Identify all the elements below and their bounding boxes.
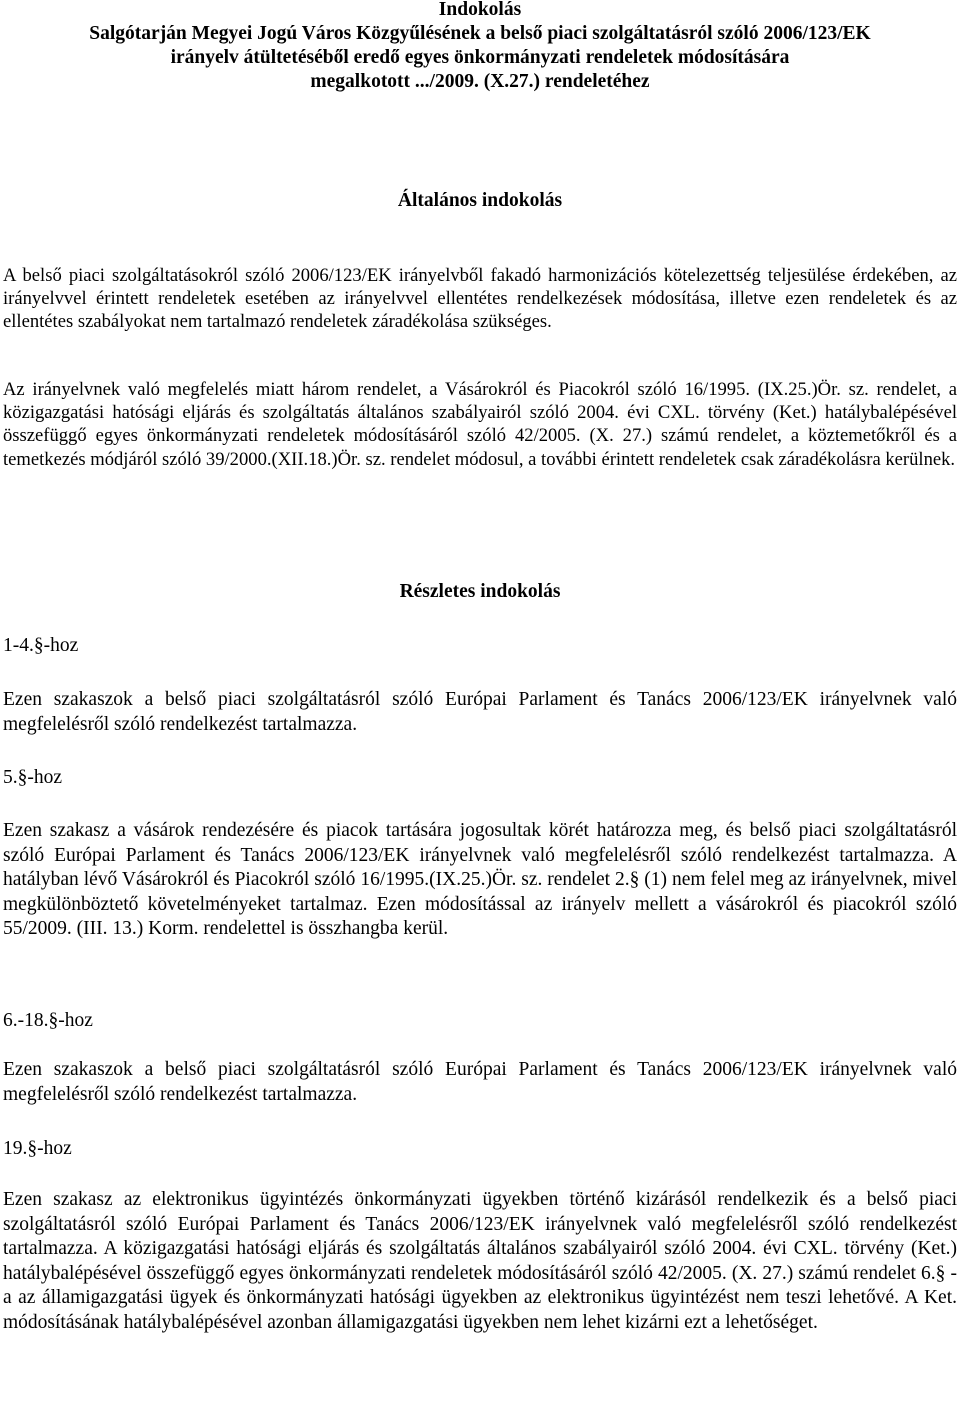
section-label-6-18: 6.-18.§-hoz <box>3 1010 93 1031</box>
document-subtitle-line-3: megalkotott .../2009. (X.27.) rendeletéhez <box>310 71 650 92</box>
section-label-5: 5.§-hoz <box>3 767 63 788</box>
document-title: Indokolás <box>438 0 522 20</box>
general-paragraph-1: A belső piaci szolgáltatásokról szóló 2006/123/EK irányelvből fakadó harmonizációs kötelezettség teljesülése érdekében, az irányelvvel érintett rendeletek esetében az irányelvvel ellentétes rendelkezések módosítása, illetve ezen rendeletek és az ellentétes szabályokat nem tartalmazó rendeletek záradékolása szükséges. <box>3 265 957 333</box>
general-paragraph-2: Az irányelvnek való megfelelés miatt három rendelet, a Vásárokról és Piacokról szóló 16/1995. (IX.25.)Ör. sz. rendelet, a közigazgatási hatósági eljárás és szolgáltatás általános szabályairól szóló 2004. évi CXL. törvény (Ket.) hatálybalépésével összefüggő egyes önkormányzati rendeletek módosításáról szóló 42/2005. (X. 27.) számú rendelet, a köztemetőkről és a temetkezés módjáról szóló 39/2000.(XII.18.)Ör. sz. rendelet módosul, a további érintett rendeletek csak záradékolásra kerülnek. <box>3 379 957 470</box>
general-justification-heading: Általános indokolás <box>397 190 563 211</box>
document-header <box>3 0 957 94</box>
detailed-justification-heading: Részletes indokolás <box>399 581 561 602</box>
section-text-5: Ezen szakasz a vásárok rendezésére és piacok tartására jogosultak körét határozza meg, és belső piaci szolgáltatásról szóló Európai Parlament és Tanács 2006/123/EK irányelvnek való megfelelésről szóló rendelkezést tartalmazza. A hatályban lévő Vásárokról és Piacokról szóló 16/1995.(IX.25.)Ör. sz. rendelet 2.§ (1) nem felel meg az irányelvnek, mivel megkülönböztető követelményeket tartalmaz. Ezen módosítással az irányelv mellett a vásárokról és piacokról szóló 55/2009. (III. 13.) Korm. rendelettel is összhangba kerül. <box>3 820 957 940</box>
section-text-1-4: Ezen szakaszok a belső piaci szolgáltatásról szóló Európai Parlament és Tanács 2006/123/EK irányelvnek való megfelelésről szóló rendelkezést tartalmazza. <box>3 689 957 735</box>
section-label-19: 19.§-hoz <box>3 1138 72 1159</box>
document-subtitle-line-2: irányelv átültetéséből eredő egyes önkormányzati rendeletek módosítására <box>170 47 790 68</box>
document-subtitle-line-1: Salgótarján Megyei Jogú Város Közgyűlésének a belső piaci szolgáltatásról szóló 2006/123/EK <box>89 23 871 44</box>
section-text-6-18: Ezen szakaszok a belső piaci szolgáltatásról szóló Európai Parlament és Tanács 2006/123/EK irányelvnek való megfelelésről szóló rendelkezést tartalmazza. <box>3 1059 957 1105</box>
section-text-19: Ezen szakasz az elektronikus ügyintézés önkormányzati ügyekben történő kizárásól rendelkezik és a belső piaci szolgáltatásról szóló Európai Parlament és Tanács 2006/123/EK irányelvnek való megfelelésről szóló rendelkezést tartalmazza. A közigazgatási hatósági eljárás és szolgáltatás általános szabályairól szóló 2004. évi CXL. törvény (Ket.) hatálybalépésével összefüggő egyes önkormányzati rendeletek módosításáról szóló 42/2005. (X. 27.) számú rendelet 6.§ -a az államigazgatási ügyek és önkormányzati hatósági ügyekben az elektronikus ügyintézést nem teszi lehetővé. A Ket. módosításának hatálybalépésével azonban államigazgatási ügyekben nem lehet kizárni ezt a lehetőséget. <box>3 1189 957 1333</box>
section-label-1-4: 1-4.§-hoz <box>3 635 79 656</box>
